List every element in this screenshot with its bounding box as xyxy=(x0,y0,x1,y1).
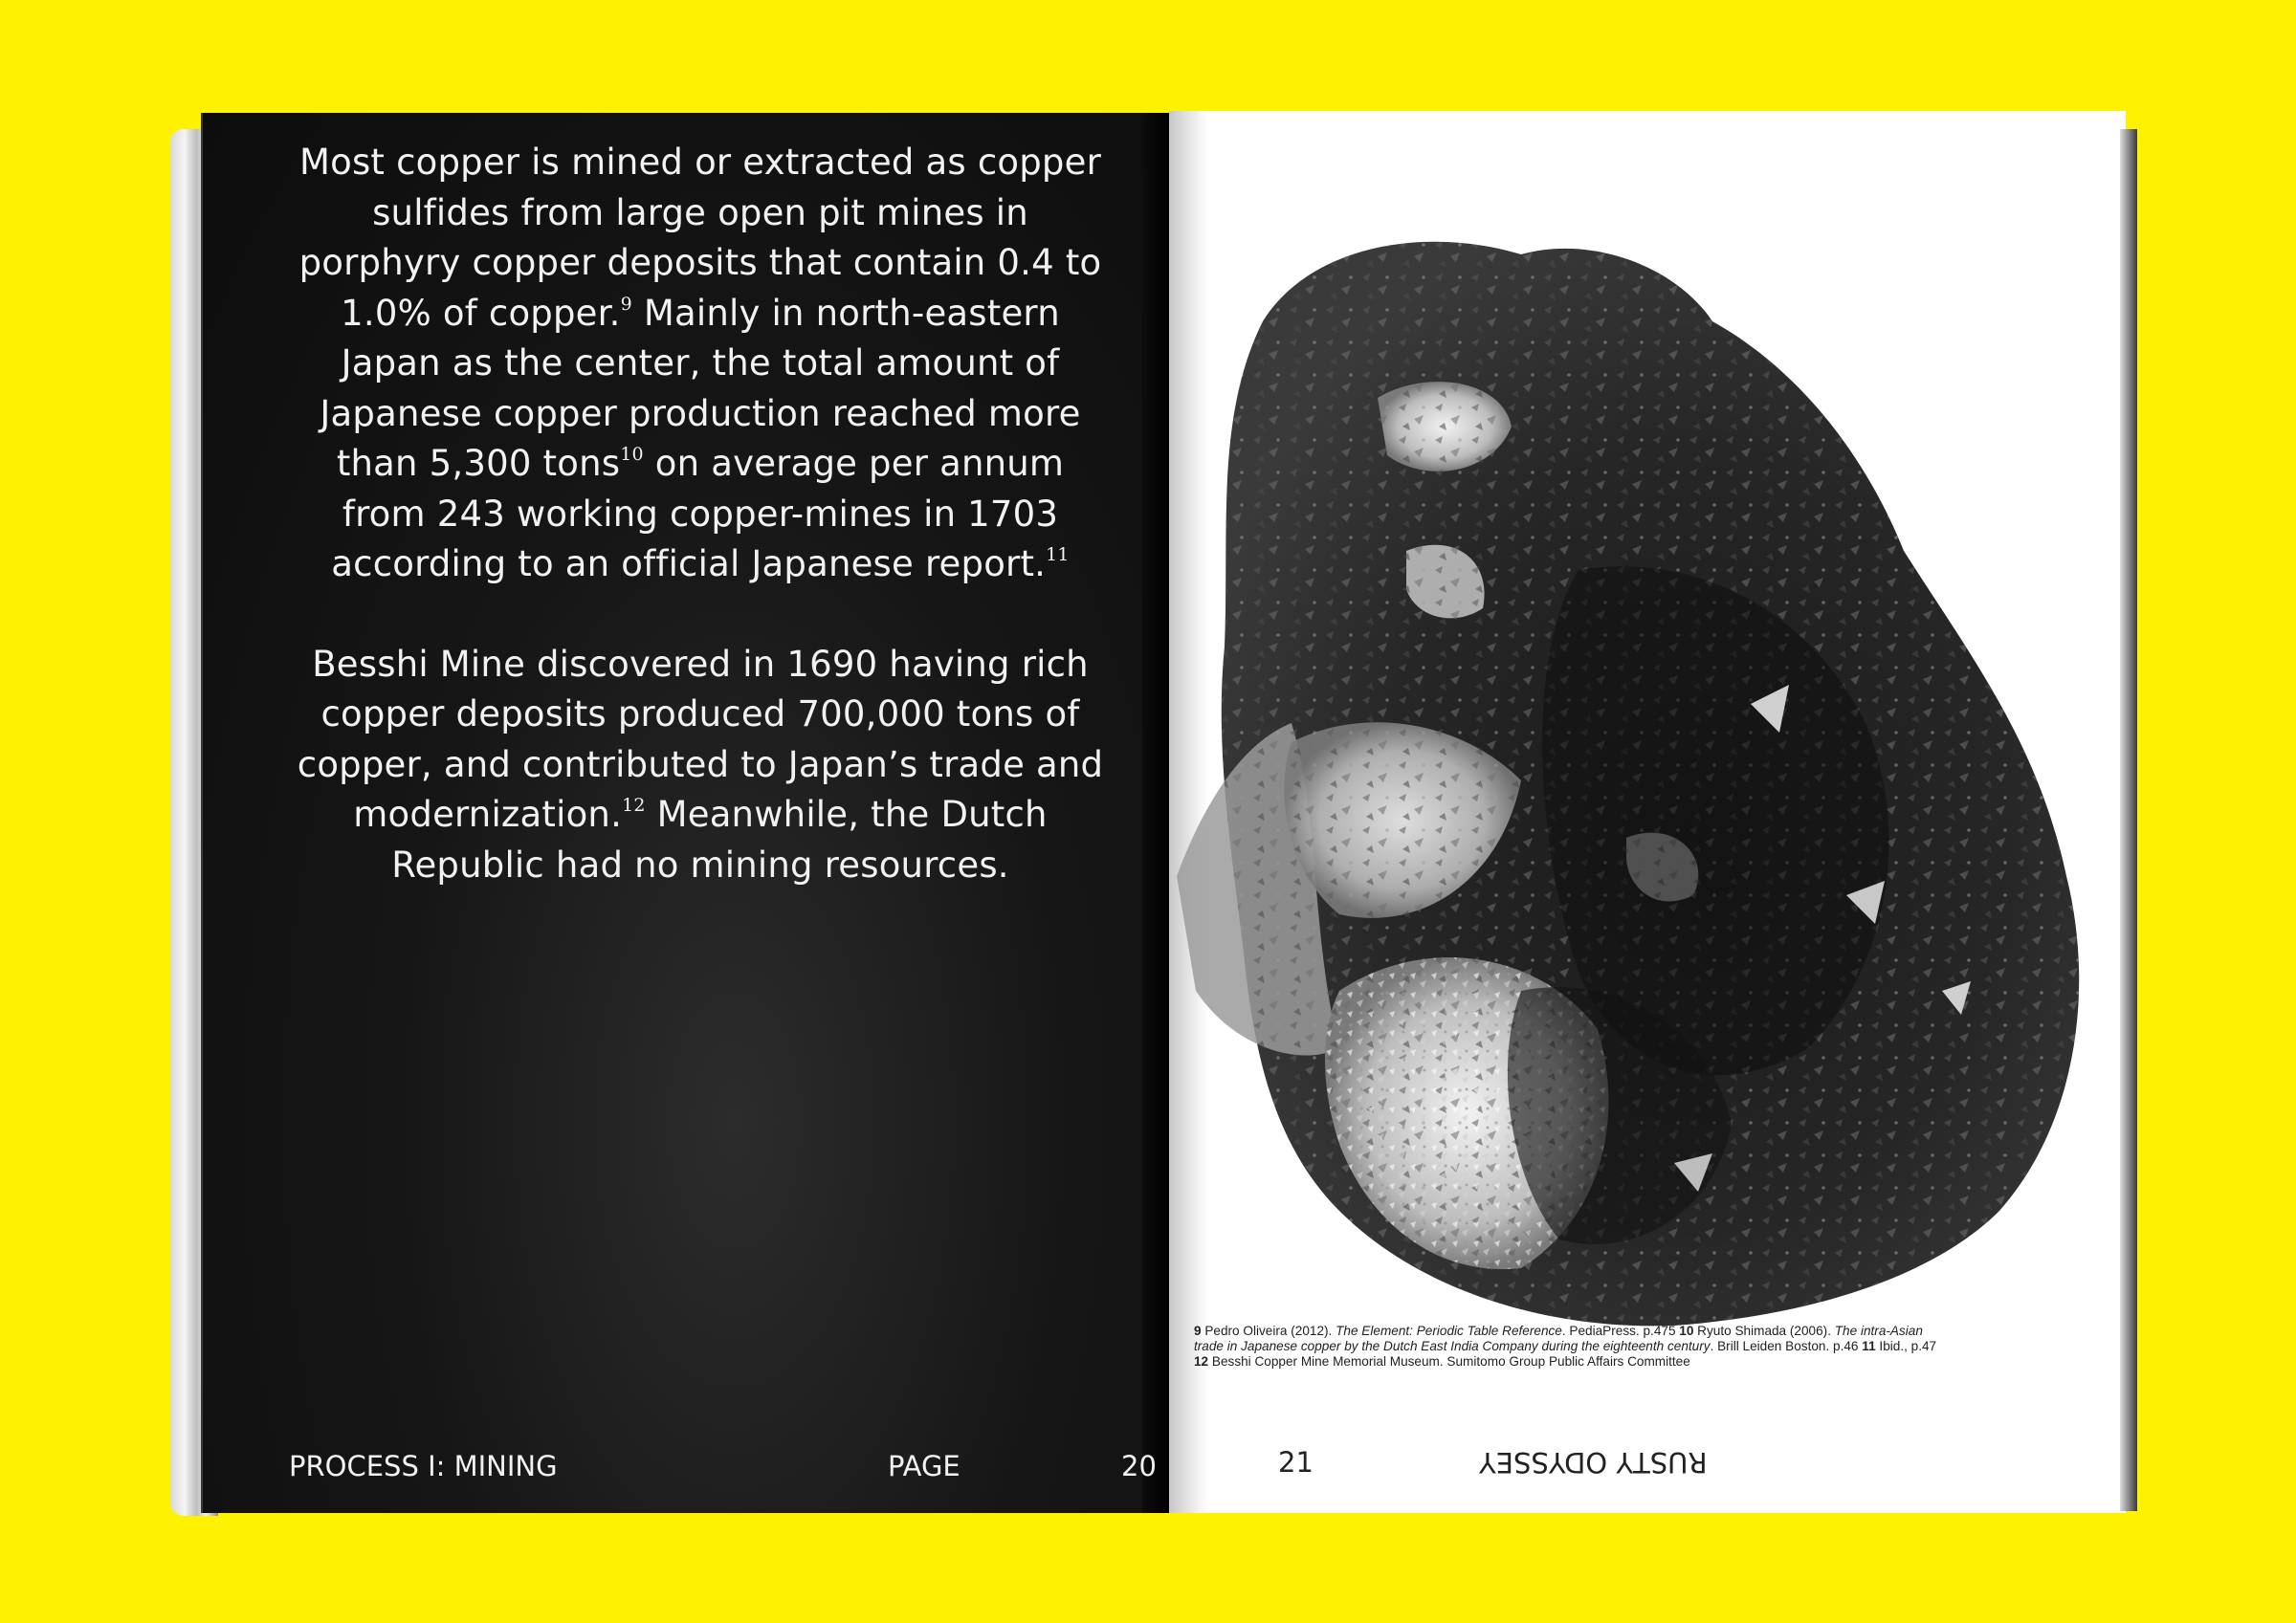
paragraph xyxy=(260,640,1140,891)
right-page-footer xyxy=(1169,1446,2126,1484)
footnote-reference: 9 xyxy=(620,293,632,315)
left-page-footer xyxy=(289,1450,1157,1488)
page-number-right: 21 xyxy=(1278,1446,1314,1479)
footnote-reference: 11 xyxy=(1046,544,1070,565)
text-line: Republic had no mining resources. xyxy=(391,844,1009,886)
page-number-left: 20 xyxy=(1121,1450,1157,1482)
text-line: Most copper is mined or extracted as copper xyxy=(298,142,1101,183)
text-line: sulfides from large open pit mines in xyxy=(372,191,1028,233)
text-line: Japanese copper production reached more xyxy=(320,392,1081,434)
text-line: Besshi Mine discovered in 1690 having rich xyxy=(312,643,1089,685)
copper-ore-photo xyxy=(1177,207,2114,1421)
text-line: copper deposits produced 700,000 tons of xyxy=(320,693,1080,735)
text-line: porphyry copper deposits that contain 0.4 to xyxy=(298,242,1102,283)
footnote-line: 9 Pedro Oliveira (2012). The Element: Periodic Table Reference. PediaPress. p.475 10 Ryuto Shimada (2006). The intra-Asian xyxy=(1194,1324,1923,1338)
footnote-line: 12 Besshi Copper Mine Memorial Museum. Sumitomo Group Public Affairs Committee xyxy=(1194,1354,1690,1369)
footnote-line: trade in Japanese copper by the Dutch East India Company during the eighteenth century. Brill Leiden Boston. p.46 11 Ibid., p.47 xyxy=(1194,1339,1937,1353)
text-line: than 5,300 tons$^{10}$ on average per annum xyxy=(336,443,1065,484)
left-spine-shadow xyxy=(1142,113,1169,1513)
left-page xyxy=(203,113,1169,1513)
text-line: copper, and contributed to Japan’s trade and xyxy=(297,743,1104,785)
text-line: modernization.$^{12}$ Meanwhile, the Dutch xyxy=(353,794,1048,835)
paragraph xyxy=(260,138,1140,590)
section-title: PROCESS I: MINING xyxy=(289,1450,558,1482)
body-text xyxy=(260,138,1140,940)
text-line: 1.0% of copper.$^9$ Mainly in north-eastern xyxy=(341,292,1060,334)
footnote-reference: 12 xyxy=(622,795,646,816)
publication-title: RUSTY ODYSSEY xyxy=(1479,1446,1708,1479)
text-line: Japan as the center, the total amount of xyxy=(341,342,1060,384)
right-page-edge xyxy=(2120,129,2137,1511)
text-line: from 243 working copper-mines in 1703 xyxy=(342,493,1059,535)
page-label: PAGE xyxy=(888,1450,960,1482)
right-page xyxy=(1169,111,2126,1513)
footnotes xyxy=(1194,1324,2093,1370)
footnote-reference: 10 xyxy=(620,444,644,465)
text-line: according to an official Japanese report.$^{11}$ xyxy=(331,543,1070,584)
